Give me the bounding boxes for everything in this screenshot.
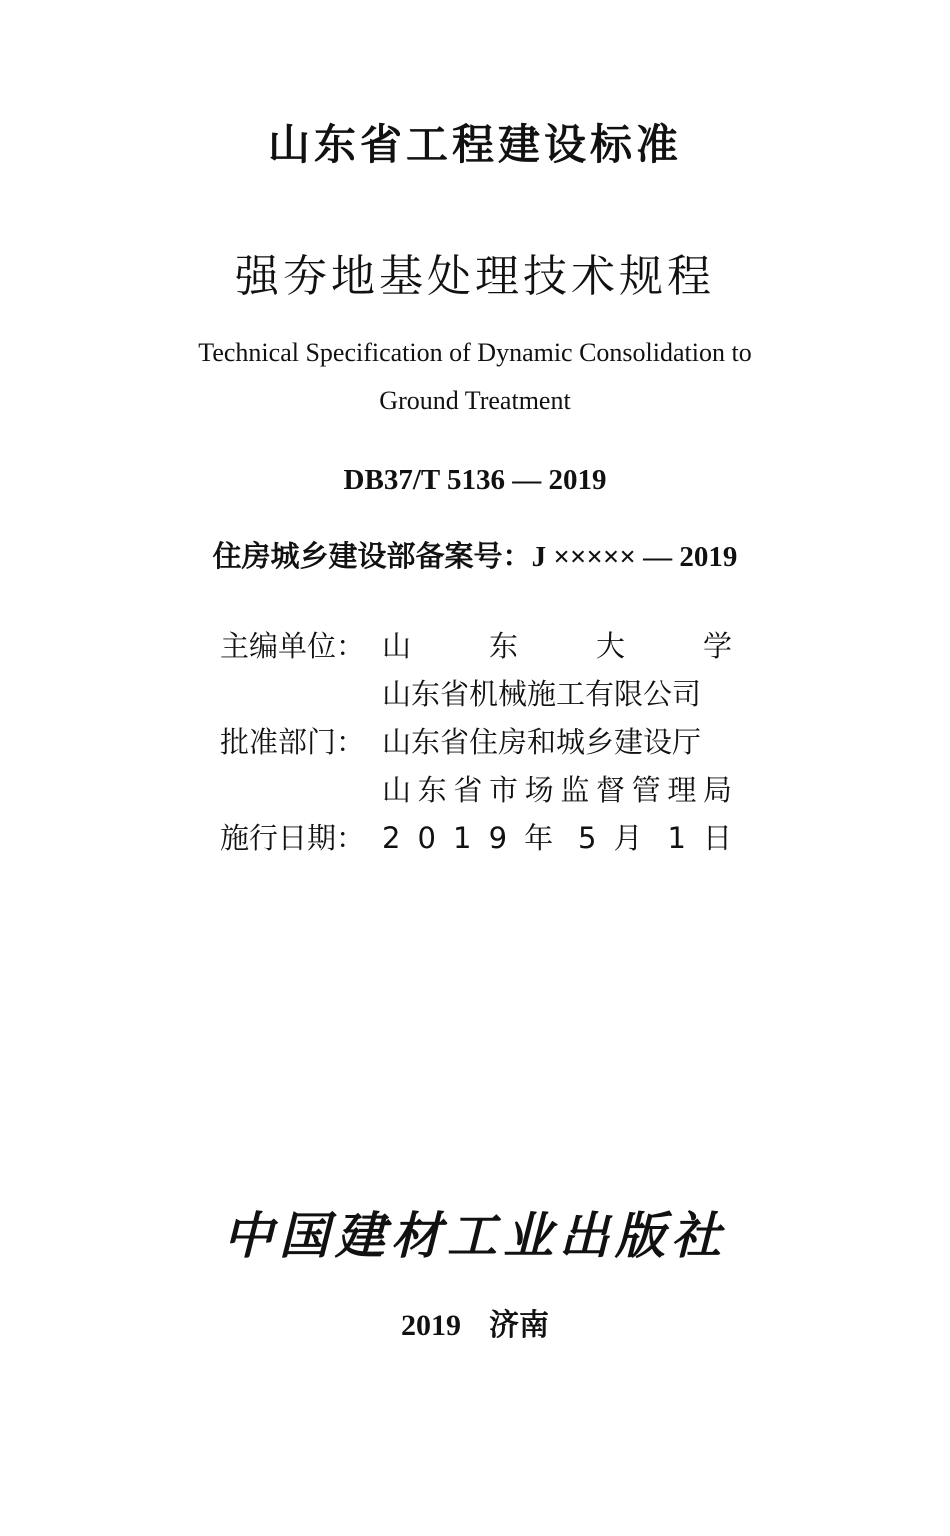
info-row-editor <box>220 622 740 670</box>
info-row-editor-2 <box>220 670 740 718</box>
document-title-en-line1: Technical Specification of Dynamic Consolidation to <box>198 338 752 367</box>
publication-place <box>0 1300 950 1344</box>
publisher-logo-text: 中国建材工业出版社 <box>223 1206 727 1265</box>
editor-unit-1: 山 东 大 学 <box>382 629 732 663</box>
info-row-date <box>220 814 740 862</box>
record-number <box>0 534 950 575</box>
approver-label: 批准部门： <box>220 725 366 759</box>
editor-label: 主编单位： <box>220 629 366 663</box>
document-title-cn: 强夯地基处理技术规程 <box>235 251 715 302</box>
effective-date-value: 2 0 1 9 年 5 月 1 日 <box>382 821 732 855</box>
document-title-en-line2: Ground Treatment <box>379 386 571 415</box>
standard-number: DB37/T 5136 — 2019 <box>343 464 607 496</box>
effective-date-label: 施行日期： <box>220 821 366 855</box>
publication-year: 2019 <box>401 1309 461 1342</box>
editor-unit-2: 山东省机械施工有限公司 <box>382 677 702 711</box>
approver-dept-1: 山东省住房和城乡建设厅 <box>382 725 702 759</box>
approver-dept-2: 山东省市场监督管理局 <box>382 773 732 807</box>
info-block <box>220 622 740 862</box>
standard-series-title: 山东省工程建设标准 <box>267 120 682 169</box>
info-row-approver <box>220 718 740 766</box>
record-number-value: J ××××× — 2019 <box>531 541 738 573</box>
record-number-label: 住房城乡建设部备案号： <box>212 539 532 573</box>
info-row-approver-2 <box>220 766 740 814</box>
publication-city: 济南 <box>489 1308 549 1343</box>
